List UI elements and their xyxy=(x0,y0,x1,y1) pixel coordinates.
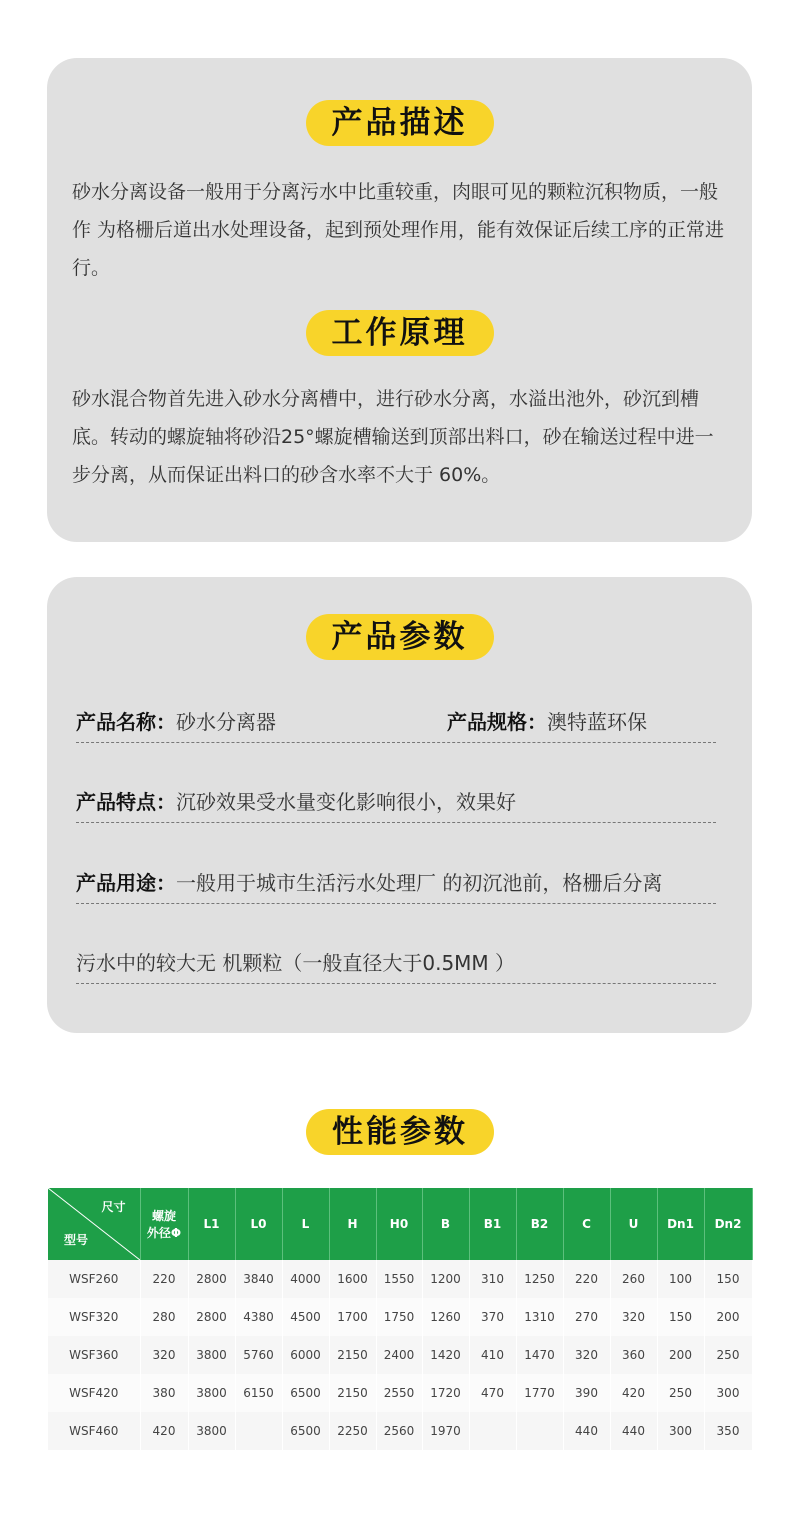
table-cell: 100 xyxy=(657,1260,704,1298)
table-cell: 280 xyxy=(140,1298,188,1336)
table-row xyxy=(48,1298,752,1336)
table-cell: 1260 xyxy=(422,1298,469,1336)
table-cell: 1970 xyxy=(422,1412,469,1450)
corner-size-label: 尺寸 xyxy=(101,1200,126,1214)
diagonal-line xyxy=(48,1188,140,1260)
param-row-usage xyxy=(76,863,716,904)
table-cell: 350 xyxy=(704,1412,752,1450)
table-cell: 1750 xyxy=(376,1298,422,1336)
table-cell xyxy=(516,1412,563,1450)
param-row-name xyxy=(76,702,716,743)
table-cell: 4000 xyxy=(282,1260,329,1298)
table-cell: 4380 xyxy=(235,1298,282,1336)
col-header: L xyxy=(282,1188,329,1260)
table-cell: 250 xyxy=(657,1374,704,1412)
usage-value: 一般用于城市生活污水处理厂 的初沉池前，格栅后分离 xyxy=(176,871,663,895)
table-cell: 440 xyxy=(563,1412,610,1450)
param-row-feature xyxy=(76,782,716,823)
col-header: L0 xyxy=(235,1188,282,1260)
col-header: B1 xyxy=(469,1188,516,1260)
screw-header xyxy=(140,1188,188,1260)
model-cell: WSF360 xyxy=(48,1336,140,1374)
description-card xyxy=(47,58,752,542)
table-cell: 6000 xyxy=(282,1336,329,1374)
table-cell: 3800 xyxy=(188,1412,235,1450)
table-cell: 1420 xyxy=(422,1336,469,1374)
col-header: H0 xyxy=(376,1188,422,1260)
col-header: H xyxy=(329,1188,376,1260)
principle-title: 工作原理 xyxy=(306,310,494,356)
table-cell: 1700 xyxy=(329,1298,376,1336)
model-cell: WSF320 xyxy=(48,1298,140,1336)
performance-table xyxy=(48,1188,753,1450)
col-header: L1 xyxy=(188,1188,235,1260)
table-cell: 1720 xyxy=(422,1374,469,1412)
table-cell: 3800 xyxy=(188,1374,235,1412)
table-cell: 380 xyxy=(140,1374,188,1412)
table-cell: 1200 xyxy=(422,1260,469,1298)
table-cell: 3800 xyxy=(188,1336,235,1374)
principle-text: 砂水混合物首先进入砂水分离槽中，进行砂水分离，水溢出池外，砂沉到槽底。转动的螺旋轴将砂沿25°螺旋槽输送到顶部出料口，砂在输送过程中进一步分离，从而保证出料口的砂含水率不大于 60%。 xyxy=(72,388,714,486)
table-cell: 300 xyxy=(657,1412,704,1450)
params-title: 产品参数 xyxy=(306,614,494,660)
performance-title: 性能参数 xyxy=(306,1109,494,1155)
table-cell: 5760 xyxy=(235,1336,282,1374)
model-cell: WSF260 xyxy=(48,1260,140,1298)
table-cell: 320 xyxy=(610,1298,657,1336)
usage-cont: 污水中的较大无 机颗粒（一般直径大于0.5MM ） xyxy=(76,951,516,975)
table-cell xyxy=(235,1412,282,1450)
table-cell: 2400 xyxy=(376,1336,422,1374)
table-cell: 2550 xyxy=(376,1374,422,1412)
table-row xyxy=(48,1374,752,1412)
usage-label: 产品用途： xyxy=(76,871,176,895)
table-cell: 440 xyxy=(610,1412,657,1450)
table-cell: 2800 xyxy=(188,1298,235,1336)
table-cell: 360 xyxy=(610,1336,657,1374)
table-cell xyxy=(469,1412,516,1450)
col-header: U xyxy=(610,1188,657,1260)
screw-header-line2: 外径Φ xyxy=(146,1226,182,1240)
table-cell: 4500 xyxy=(282,1298,329,1336)
table-cell: 320 xyxy=(563,1336,610,1374)
col-header: B2 xyxy=(516,1188,563,1260)
table-cell: 6500 xyxy=(282,1412,329,1450)
model-cell: WSF420 xyxy=(48,1374,140,1412)
col-header: B xyxy=(422,1188,469,1260)
spec-label: 产品规格： xyxy=(447,710,547,734)
table-cell: 2150 xyxy=(329,1336,376,1374)
table-cell: 320 xyxy=(140,1336,188,1374)
spec-field xyxy=(447,702,647,742)
table-cell: 6150 xyxy=(235,1374,282,1412)
table-body xyxy=(48,1260,752,1450)
table-cell: 200 xyxy=(704,1298,752,1336)
table-header-row xyxy=(48,1188,752,1260)
table-cell: 300 xyxy=(704,1374,752,1412)
table-cell: 1550 xyxy=(376,1260,422,1298)
table-cell: 410 xyxy=(469,1336,516,1374)
feature-value: 沉砂效果受水量变化影响很小，效果好 xyxy=(176,790,516,814)
description-title: 产品描述 xyxy=(306,100,494,146)
table-cell: 1600 xyxy=(329,1260,376,1298)
table-cell: 2250 xyxy=(329,1412,376,1450)
description-text: 砂水分离设备一般用于分离污水中比重较重，肉眼可见的颗粒沉积物质，一般作 为格栅后道出水处理设备，起到预处理作用，能有效保证后续工序的正常进行。 xyxy=(72,181,725,279)
model-cell: WSF460 xyxy=(48,1412,140,1450)
table-cell: 200 xyxy=(657,1336,704,1374)
table-row xyxy=(48,1336,752,1374)
table-row xyxy=(48,1260,752,1298)
table-cell: 2560 xyxy=(376,1412,422,1450)
table-cell: 220 xyxy=(140,1260,188,1298)
feature-label: 产品特点： xyxy=(76,790,176,814)
table-row xyxy=(48,1412,752,1450)
corner-model-label: 型号 xyxy=(64,1233,89,1247)
spec-value: 澳特蓝环保 xyxy=(547,710,647,734)
table-cell: 420 xyxy=(140,1412,188,1450)
screw-header-line1: 螺旋 xyxy=(151,1209,176,1223)
name-label: 产品名称： xyxy=(76,710,176,734)
table-cell: 150 xyxy=(704,1260,752,1298)
col-header: C xyxy=(563,1188,610,1260)
table-cell: 1470 xyxy=(516,1336,563,1374)
table-cell: 1250 xyxy=(516,1260,563,1298)
table-cell: 260 xyxy=(610,1260,657,1298)
table-cell: 6500 xyxy=(282,1374,329,1412)
params-card xyxy=(47,577,752,1033)
table-cell: 390 xyxy=(563,1374,610,1412)
param-row-usage-cont xyxy=(76,943,716,984)
table-cell: 1310 xyxy=(516,1298,563,1336)
table-cell: 2800 xyxy=(188,1260,235,1298)
col-header: Dn1 xyxy=(657,1188,704,1260)
table-cell: 250 xyxy=(704,1336,752,1374)
table-cell: 420 xyxy=(610,1374,657,1412)
corner-header xyxy=(48,1188,140,1260)
table-cell: 3840 xyxy=(235,1260,282,1298)
table-cell: 2150 xyxy=(329,1374,376,1412)
table-cell: 370 xyxy=(469,1298,516,1336)
col-header: Dn2 xyxy=(704,1188,752,1260)
table-cell: 310 xyxy=(469,1260,516,1298)
table-cell: 150 xyxy=(657,1298,704,1336)
table-cell: 470 xyxy=(469,1374,516,1412)
table-cell: 220 xyxy=(563,1260,610,1298)
name-value: 砂水分离器 xyxy=(176,710,276,734)
table-cell: 1770 xyxy=(516,1374,563,1412)
table-cell: 270 xyxy=(563,1298,610,1336)
